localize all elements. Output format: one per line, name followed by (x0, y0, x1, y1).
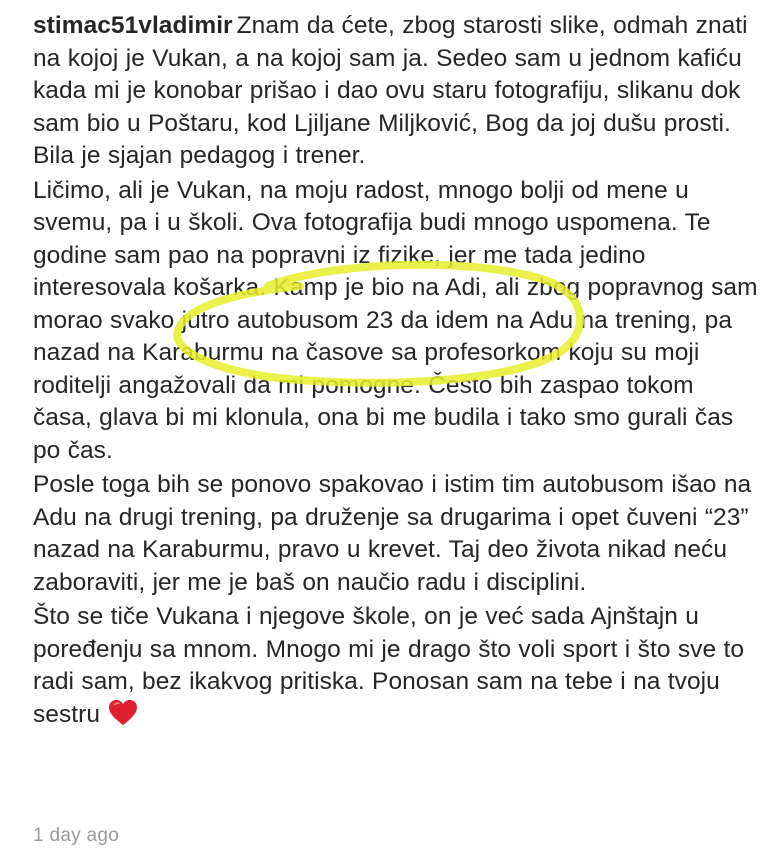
comment-paragraph-3 (33, 469, 758, 599)
comment-paragraph-2 (33, 175, 758, 468)
comment-paragraph-1 (33, 10, 758, 173)
red-heart-icon (108, 699, 138, 727)
comment-text-1: Znam da ćete, zbog starosti slike, odmah znati na kojoj je Vukan, a na kojoj sam ja. Sedeo sam u jednom kafiću kada mi je konobar prišao i dao ovu staru fotografiju, slikanu dok sam bio u Poštaru, kod Ljiljane Miljković, Bog da joj dušu prosti. Bila je sjajan pedagog i trener. (33, 12, 748, 169)
comment-body (33, 10, 758, 733)
comment-text-3: Posle toga bih se ponovo spakovao i istim tim autobusom išao na Adu na drugi trening, pa druženje sa drugarima i opet čuveni “23” nazad na Karaburmu, pravo u krevet. Taj deo života nikad neću zaboraviti, jer me je baš on naučio radu i disciplini. (33, 471, 752, 596)
comment-timestamp[interactable]: 1 day ago (33, 825, 120, 846)
comment-paragraph-4 (33, 601, 758, 731)
comment-text-2: Ličimo, ali je Vukan, na moju radost, mnogo bolji od mene u svemu, pa i u školi. Ova fotografija budi mnogo uspomena. Te godine sam pao na popravni iz fizike, jer me tada jedino interesovala košarka. Kamp je bio na Adi, ali zbog popravnog sam morao svako jutro autobusom 23 da idem na Adu na trening, pa nazad na Karaburmu na časove sa profesorkom koju su moji roditelji angažovali da mi pomogne. Često bih zaspao tokom časa, glava bi mi klonula, ona bi me budila i tako smo gurali čas po čas. (33, 176, 758, 464)
comment-username[interactable]: stimac51vladimir (33, 12, 233, 39)
comment-text-4: Što se tiče Vukana i njegove škole, on je već sada Ajnštajn u poređenju sa mnom. Mnogo mi je drago što voli sport i što sve to radi sam, bez ikakvog pritiska. Ponosan sam na tebe i na tvoju sestru (33, 603, 745, 728)
